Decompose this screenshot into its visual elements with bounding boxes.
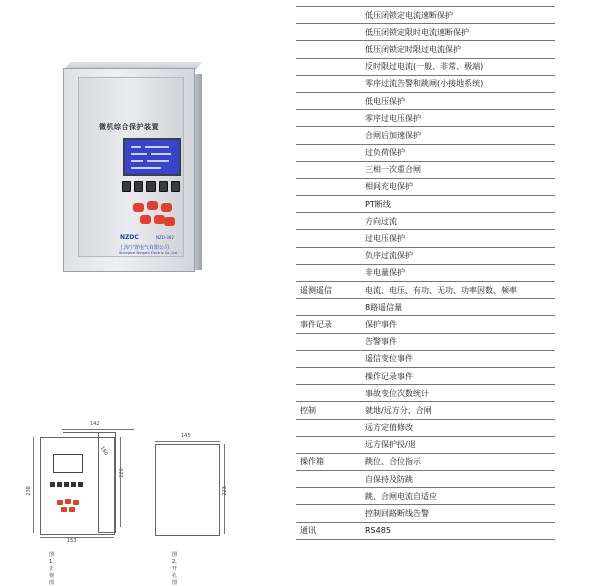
row-category: 控制 (296, 402, 360, 419)
row-category (296, 144, 360, 161)
row-feature: 就地/远方分、合闸 (360, 402, 555, 419)
table-row (296, 282, 555, 299)
row-category (296, 419, 360, 436)
row-category (296, 350, 360, 367)
row-feature: 跳位、合位指示 (360, 453, 555, 470)
table-row (296, 367, 555, 384)
row-feature: 过电压保护 (360, 230, 555, 247)
row-feature: 低压闭锁定电流速断保护 (360, 7, 555, 24)
row-feature: 负序过流保护 (360, 247, 555, 264)
row-category: 通讯 (296, 522, 360, 539)
table-row (296, 299, 555, 316)
table-row (296, 522, 555, 539)
row-feature: 三相一次重合闸 (360, 161, 555, 178)
row-feature: 低压闭锁定时限过电流保护 (360, 41, 555, 58)
cutout-dim-width: 145 (181, 433, 191, 439)
row-category (296, 333, 360, 350)
row-category: 事件记录 (296, 316, 360, 333)
cutout-caption: 图2、开孔图 (172, 552, 181, 586)
row-category (296, 75, 360, 92)
table-row (296, 24, 555, 41)
row-category (296, 178, 360, 195)
row-category (296, 24, 360, 41)
device-brand: NZDC (120, 234, 139, 241)
row-feature: 合闸后加速保护 (360, 127, 555, 144)
row-feature: 电流、电压、有功、无功、功率因数、频率 (360, 282, 555, 299)
row-feature: 遥信变位事件 (360, 350, 555, 367)
row-feature: 低压闭锁定限时电流速断保护 (360, 24, 555, 41)
row-category: 遥测遥信 (296, 282, 360, 299)
table-row (296, 161, 555, 178)
front-view-keypad (57, 499, 79, 512)
device-company: 上海宁置电气有限公司 (119, 245, 170, 251)
table-row (296, 333, 555, 350)
row-feature: 跳、合闸电流自适应 (360, 488, 555, 505)
row-feature: 告警事件 (360, 333, 555, 350)
table-row (296, 453, 555, 470)
table-row (296, 402, 555, 419)
row-feature: RS485 (360, 522, 555, 539)
row-category (296, 247, 360, 264)
dim-bottom-width: 153 (67, 538, 77, 544)
row-category (296, 213, 360, 230)
table-row (296, 436, 555, 453)
row-feature: 方向过流 (360, 213, 555, 230)
row-feature: 过负荷保护 (360, 144, 555, 161)
device-title: 微机综合保护装置 (99, 123, 159, 131)
row-feature: 反时限过电流(一般、非常、极端) (360, 58, 555, 75)
table-row (296, 419, 555, 436)
row-category (296, 264, 360, 281)
row-category (296, 41, 360, 58)
table-row (296, 196, 555, 213)
dim-left-height: 238 (25, 486, 32, 496)
front-view-caption: 图1、正视图 (49, 552, 58, 586)
table-row (296, 316, 555, 333)
table-row (296, 7, 555, 24)
dim-top-width: 142 (90, 421, 100, 427)
table-row (296, 264, 555, 281)
feature-table (296, 6, 555, 540)
row-category (296, 110, 360, 127)
table-row (296, 58, 555, 75)
front-view-lcd (53, 454, 83, 473)
table-row (296, 75, 555, 92)
row-feature: 事故变位次数统计 (360, 385, 555, 402)
row-feature: 零序过电压保护 (360, 110, 555, 127)
row-category (296, 367, 360, 384)
row-category (296, 92, 360, 109)
row-category (296, 58, 360, 75)
device-photo (63, 68, 195, 272)
row-category (296, 161, 360, 178)
table-row (296, 471, 555, 488)
row-feature: 远方保护投/退 (360, 436, 555, 453)
dim-depth: 180 (98, 445, 109, 457)
row-category (296, 7, 360, 24)
row-feature: 远方定值修改 (360, 419, 555, 436)
row-category: 操作箱 (296, 453, 360, 470)
device-company-en: Shanghai Ningzhi Electric Co.,Ltd (119, 251, 178, 255)
row-feature: 零序过流告警和跳闸(小接地系统) (360, 75, 555, 92)
row-feature: 自保持及防跳 (360, 471, 555, 488)
table-row (296, 350, 555, 367)
row-category (296, 436, 360, 453)
dim-right-height: 220 (118, 468, 125, 478)
table-row (296, 230, 555, 247)
row-category (296, 127, 360, 144)
table-row (296, 247, 555, 264)
device-lcd-screen (123, 138, 181, 176)
table-row (296, 127, 555, 144)
row-category (296, 230, 360, 247)
table-row (296, 505, 555, 522)
front-view-keys (50, 482, 83, 487)
table-row (296, 213, 555, 230)
table-row (296, 178, 555, 195)
device-direction-keypad (133, 201, 175, 229)
row-feature: 相间充电保护 (360, 178, 555, 195)
device-function-keys (122, 181, 180, 191)
table-row (296, 144, 555, 161)
device-model: NZD-302 (156, 235, 174, 240)
row-feature: 保护事件 (360, 316, 555, 333)
row-category (296, 488, 360, 505)
row-feature: 控制回路断线告警 (360, 505, 555, 522)
row-category (296, 196, 360, 213)
row-feature: 非电量保护 (360, 264, 555, 281)
row-category (296, 385, 360, 402)
cutout-dim-height: 223 (221, 486, 228, 496)
row-feature: 低电压保护 (360, 92, 555, 109)
table-row (296, 385, 555, 402)
row-category (296, 505, 360, 522)
cutout-outline (155, 444, 220, 536)
table-row (296, 488, 555, 505)
row-category (296, 471, 360, 488)
table-row (296, 92, 555, 109)
row-feature: 操作记录事件 (360, 367, 555, 384)
table-row (296, 110, 555, 127)
row-feature: PT断线 (360, 196, 555, 213)
table-row (296, 41, 555, 58)
row-category (296, 299, 360, 316)
row-feature: 8路遥信量 (360, 299, 555, 316)
